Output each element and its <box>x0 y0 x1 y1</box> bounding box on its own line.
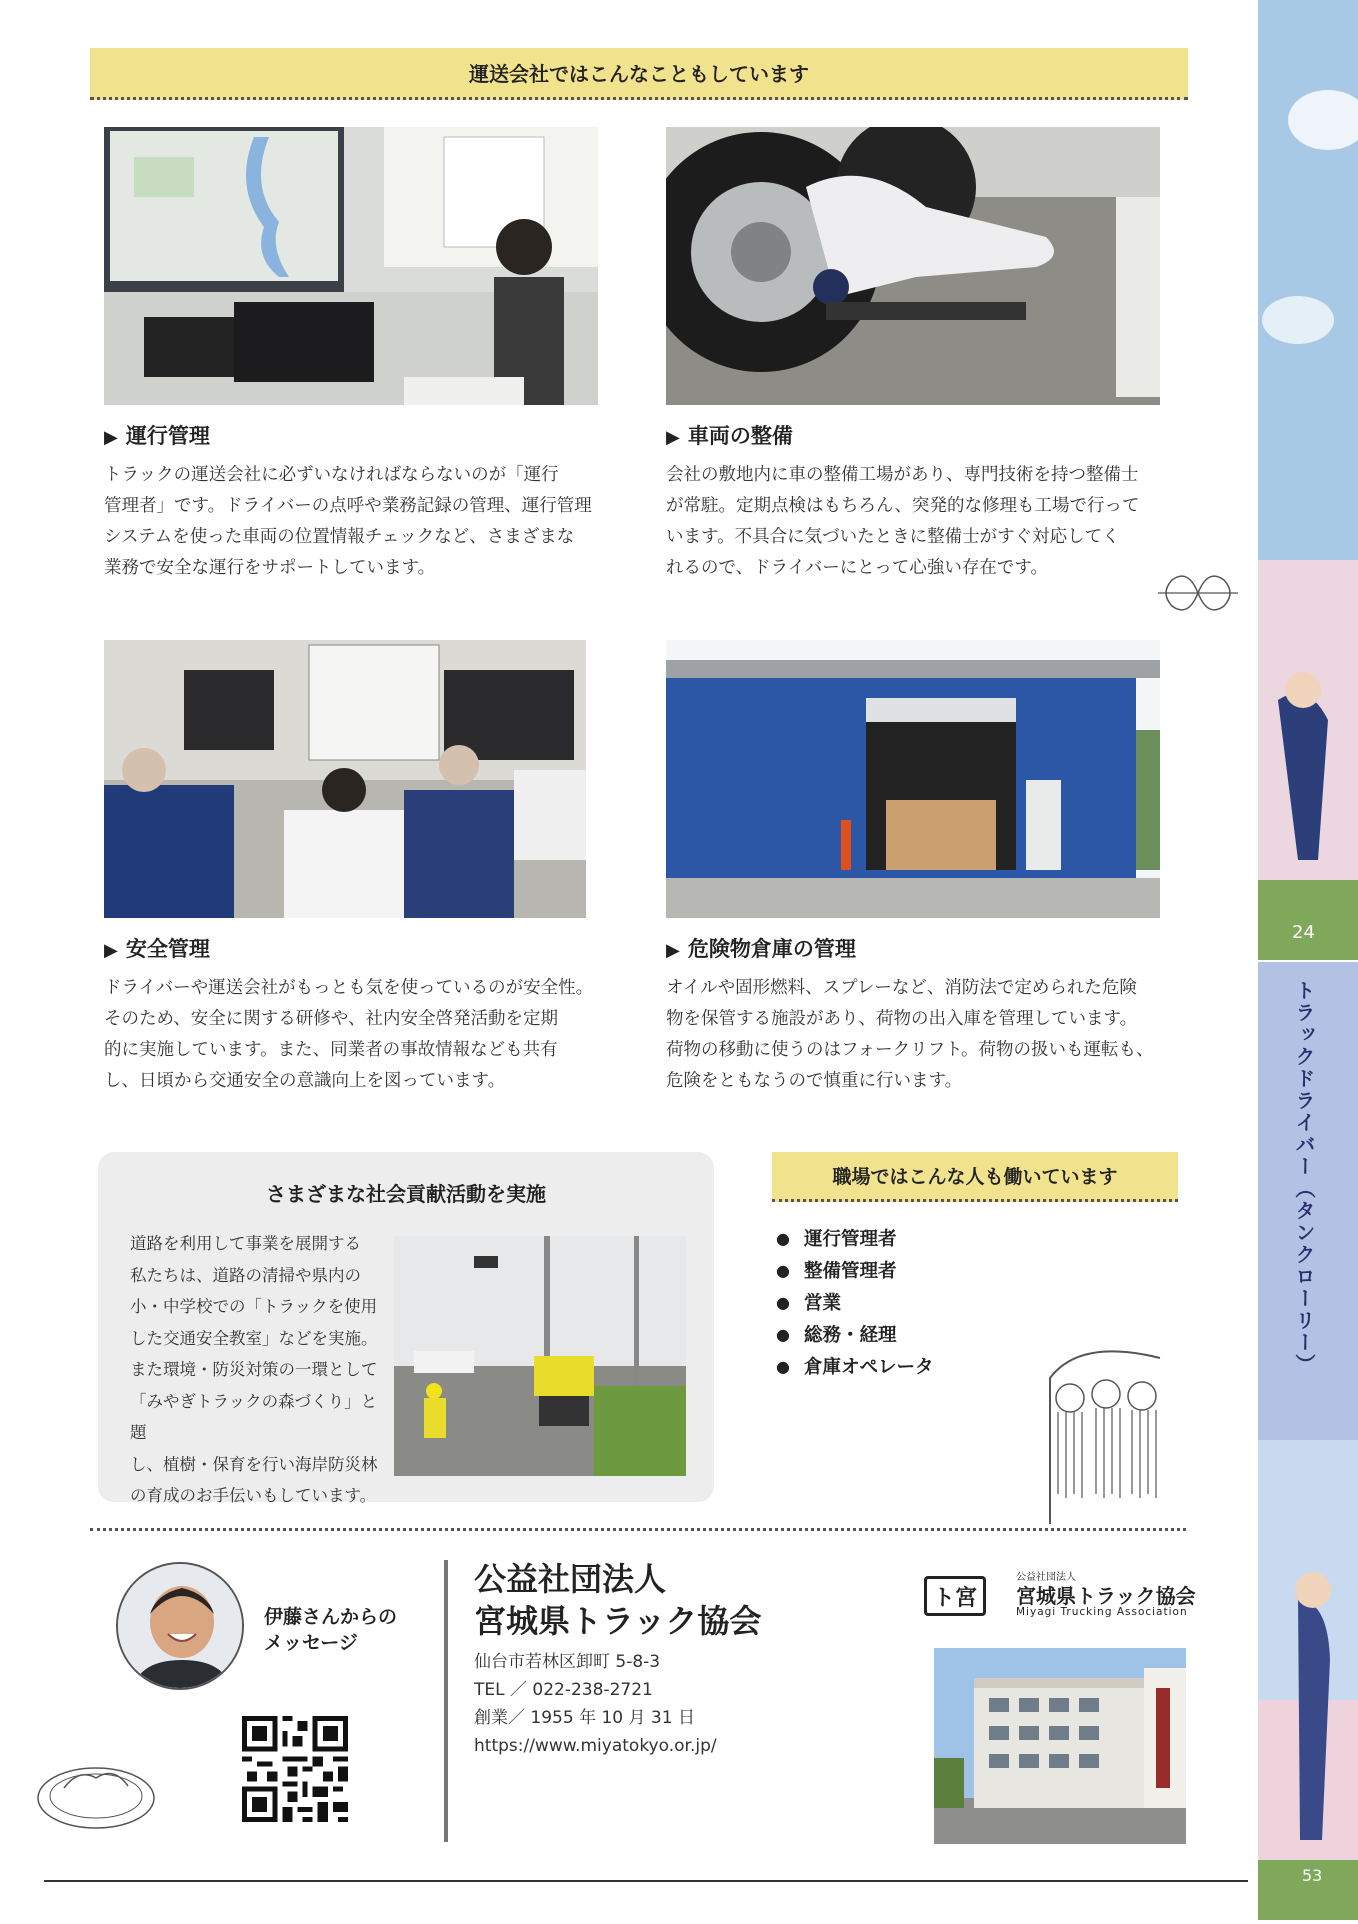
body-line: また環境・防災対策の一環として <box>130 1360 378 1379</box>
body-line: し、植樹・保育を行い海岸防災林 <box>130 1454 378 1474</box>
logo-name-text: 宮城県トラック協会 <box>1016 1584 1196 1608</box>
photo-safety-training <box>104 640 586 918</box>
body-line: が常駐。定期点検はもちろん、突発的な修理も工場で行って <box>666 496 1140 516</box>
body-line: した交通安全教室」などを実施。 <box>130 1328 378 1348</box>
bullet-icon: ● <box>776 1356 790 1376</box>
body-line: 危険をともなうので慎重に行います。 <box>666 1071 963 1091</box>
body-line: います。不具合に気づいたときに整備士がすぐ対応してく <box>666 527 1120 547</box>
photo-vehicle-maintenance <box>666 127 1160 405</box>
association-logo <box>924 1568 1196 1624</box>
section-body-warehouse <box>666 973 1186 1097</box>
body-line: トラックの運送会社に必ずいなければならないのが「運行 <box>104 465 559 485</box>
section-title-warehouse <box>666 933 856 963</box>
logo-en-text: Miyagi Trucking Association <box>1016 1606 1188 1618</box>
message-label-line: メッセージ <box>264 1632 358 1654</box>
bullet-icon: ● <box>776 1228 790 1248</box>
org-address: 仙台市若林区卸町 5-8-3 <box>474 1652 661 1672</box>
org-info <box>474 1648 717 1760</box>
photo-hazardous-warehouse <box>666 640 1160 918</box>
section-banner: 運送会社ではこんなこともしています <box>90 48 1188 100</box>
page-bottom-rule <box>44 1880 1248 1882</box>
org-url[interactable]: https://www.miyatokyo.or.jp/ <box>474 1736 717 1756</box>
section-title-text: 車両の整備 <box>687 424 793 448</box>
message-label-line: 伊藤さんからの <box>264 1606 398 1628</box>
org-tel: TEL ／ 022-238-2721 <box>474 1680 653 1700</box>
section-title-safety <box>104 933 210 963</box>
sidebar-title: トラックドライバー（タンクローリー） <box>1292 980 1316 1376</box>
body-line: の育成のお手伝いもしています。 <box>130 1486 377 1505</box>
body-line: 荷物の移動に使うのはフォークリフト。荷物の扱いも運転も、 <box>666 1040 1154 1060</box>
vertical-divider <box>444 1560 448 1842</box>
list-item <box>776 1286 933 1318</box>
bullet-icon: ● <box>776 1324 790 1344</box>
bullet-icon: ● <box>776 1260 790 1280</box>
body-line: 物を保管する施設があり、荷物の出入庫を管理しています。 <box>666 1009 1138 1029</box>
body-line: 小・中学校での「トラックを使用 <box>130 1297 378 1316</box>
job-label: 倉庫オペレータ <box>803 1357 934 1378</box>
triangle-icon: ▶ <box>104 427 118 448</box>
body-line: 会社の敷地内に車の整備工場があり、専門技術を持つ整備士 <box>666 465 1139 485</box>
zunda-leaf-icon <box>1158 566 1238 620</box>
body-line: そのため、安全に関する研修や、社内安全啓発活動を定期 <box>104 1009 558 1029</box>
list-item <box>776 1254 933 1286</box>
body-line: 業務で安全な運行をサポートしています。 <box>104 558 436 578</box>
triangle-icon: ▶ <box>666 940 680 961</box>
qr-code[interactable] <box>242 1716 348 1822</box>
message-label <box>264 1604 397 1656</box>
list-item <box>776 1222 933 1254</box>
section-title-operations <box>104 420 210 450</box>
sidebar-strip <box>1258 0 1358 1920</box>
job-label: 総務・経理 <box>803 1325 897 1346</box>
body-line: 私たちは、道路の清掃や県内の <box>130 1265 361 1285</box>
logo-mark-icon: ト宮 <box>924 1576 986 1616</box>
body-line: システムを使った車両の位置情報チェックなど、さまざまな <box>104 527 575 547</box>
jobs-list <box>776 1222 933 1382</box>
section-title-text: 安全管理 <box>125 937 210 961</box>
section-body-safety <box>104 973 624 1097</box>
tanabata-decoration-icon <box>1040 1338 1170 1524</box>
org-name-line: 宮城県トラック協会 <box>474 1602 762 1640</box>
body-line: し、日頃から交通安全の意識向上を図っています。 <box>104 1071 506 1091</box>
photo-road-cleanup <box>394 1236 686 1476</box>
contribution-body <box>130 1228 390 1512</box>
list-item <box>776 1318 933 1350</box>
org-name <box>474 1558 761 1642</box>
job-label: 運行管理者 <box>803 1229 897 1250</box>
section-body-maintenance <box>666 460 1186 584</box>
jobs-banner: 職場ではこんな人も働いています <box>772 1152 1178 1202</box>
body-line: 管理者」です。ドライバーの点呼や業務記録の管理、運行管理 <box>104 496 592 516</box>
job-label: 営業 <box>803 1293 841 1314</box>
body-line: 的に実施しています。また、同業者の事故情報なども共有 <box>104 1040 558 1060</box>
section-title-maintenance <box>666 420 793 450</box>
org-name-line: 公益社団法人 <box>474 1560 667 1598</box>
body-line: 道路を利用して事業を展開する <box>130 1234 361 1253</box>
body-line: ドライバーや運送会社がもっとも気を使っているのが安全性。 <box>104 978 594 998</box>
avatar <box>116 1562 244 1690</box>
body-line: 「みやぎトラックの森づくり」と題 <box>130 1391 378 1442</box>
section-title-text: 危険物倉庫の管理 <box>687 937 856 961</box>
contribution-title: さまざまな社会貢献活動を実施 <box>266 1182 546 1206</box>
triangle-icon: ▶ <box>104 940 118 961</box>
section-title-text: 運行管理 <box>125 424 210 448</box>
photo-operations-office <box>104 127 598 405</box>
contribution-box <box>98 1152 714 1505</box>
body-line: オイルや固形燃料、スプレーなど、消防法で定められた危険 <box>666 978 1137 998</box>
page-number-bottom: 53 <box>1302 1866 1323 1885</box>
logo-small-text: 公益社団法人 <box>1016 1572 1076 1583</box>
plate-illustration-icon <box>34 1748 158 1832</box>
page-number-top: 24 <box>1292 922 1315 943</box>
body-line: れるので、ドライバーにとって心強い存在です。 <box>666 558 1049 578</box>
job-label: 整備管理者 <box>803 1261 897 1282</box>
org-founded: 創業／ 1955 年 10 月 31 日 <box>474 1708 695 1728</box>
list-item <box>776 1350 933 1382</box>
triangle-icon: ▶ <box>666 427 680 448</box>
photo-association-building <box>934 1648 1186 1844</box>
bullet-icon: ● <box>776 1292 790 1312</box>
divider <box>90 1528 1186 1531</box>
section-body-operations <box>104 460 624 584</box>
